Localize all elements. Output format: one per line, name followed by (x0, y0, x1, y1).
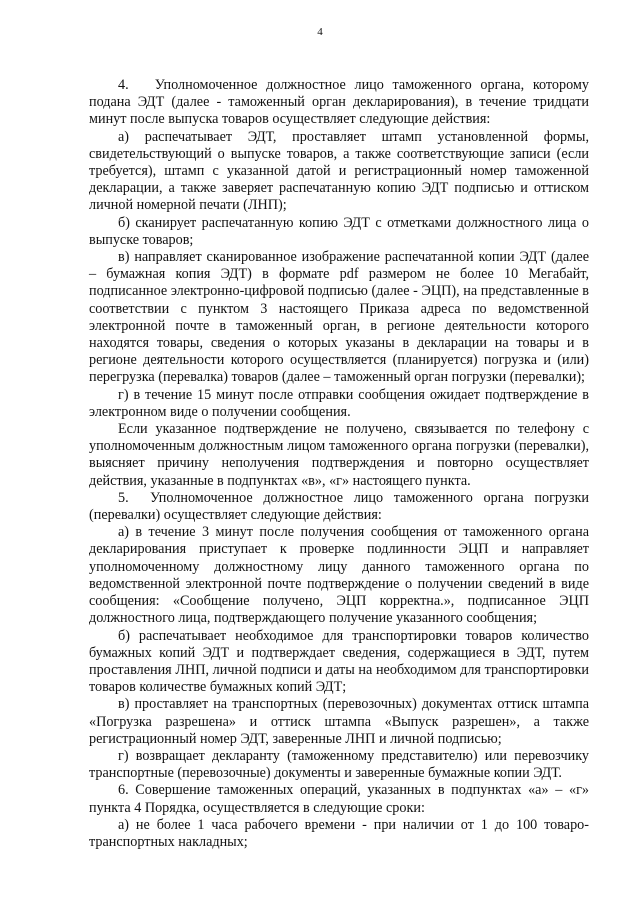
paragraph-5v: в) проставляет на транспортных (перевозочных) документах оттиск штампа «Погрузка разрешена» и оттиск штампа «Выпуск разрешен», а также регистрационный номер ЭДТ, заверенные ЛНП и личной подписью; (89, 696, 589, 747)
paragraph-5b: б) распечатывает необходимое для транспортировки товаров количество бумажных копий ЭДТ и подтверждает сведения, содержащиеся в ЭДТ, путем проставления ЛНП, личной подписи и даты на необходимом для транспортировки товаров количестве бумажных копий ЭДТ; (89, 627, 589, 696)
paragraph-6-intro: 6. Совершение таможенных операций, указанных в подпунктах «а» – «г» пункта 4 Порядка, осуществляется в следующие сроки: (89, 782, 589, 816)
paragraph-4v: в) направляет сканированное изображение распечатанной копии ЭДТ (далее – бумажная копия ЭДТ) в формате pdf размером не более 10 Мегабайт, подписанное электронно-цифровой подписью (далее - ЭЦП), на представленные в соответствии с пунктом 3 настоящего Приказа адреса по ведомственной электронной почте в таможенный орган, в регионе деятельности которого находятся товары, сведения о которых указаны в декларации на товары и в регионе деятельности которого осуществляется (планируется) погрузка и (или) перегрузка (перевалка) товаров (далее – таможенный орган погрузки (перевалки); (89, 249, 589, 386)
page-number: 4 (317, 26, 323, 38)
paragraph-5-intro: 5. Уполномоченное должностное лицо таможенного органа погрузки (перевалки) осуществляет следующие действия: (89, 489, 589, 524)
paragraph-5a: а) в течение 3 минут после получения сообщения от таможенного органа декларирования приступает к проверке подлинности ЭЦП и направляет уполномоченному должностному лицу данного таможенного органа по ведомственной электронной почте подтверждение о получении сведений в виде сообщения: «Сообщение получено, ЭЦП корректна.», подписанное ЭЦП должностного лица, подтверждающего получение указанного сообщения; (89, 524, 589, 627)
document-body (89, 77, 589, 851)
paragraph-4-intro: 4. Уполномоченное должностное лицо таможенного органа, которому подана ЭДТ (далее - таможенный орган декларирования), в течение тридцати минут после выпуска товаров осуществляет следующие действия: (89, 77, 589, 128)
paragraph-4g: г) в течение 15 минут после отправки сообщения ожидает подтверждение в электронном виде о получении сообщения. (89, 386, 589, 420)
paragraph-4a: а) распечатывает ЭДТ, проставляет штамп установленной формы, свидетельствующий о выпуске товаров, а также соответствующие записи (если требуется), штамп с указанной датой и регистрационный номер таможенной декларации, а также заверяет распечатанную копию ЭДТ подписью и оттиском личной номерной печати (ЛНП); (89, 128, 589, 214)
paragraph-4b: б) сканирует распечатанную копию ЭДТ с отметками должностного лица о выпуске товаров; (89, 214, 589, 248)
paragraph-5g: г) возвращает декларанту (таможенному представителю) или перевозчику транспортные (перевозочные) документы и заверенные бумажные копии ЭДТ. (89, 747, 589, 782)
paragraph-6a: а) не более 1 часа рабочего времени - при наличии от 1 до 100 товаро-транспортных накладных; (89, 816, 589, 850)
paragraph-4-note: Если указанное подтверждение не получено, связывается по телефону с уполномоченным должностным лицом таможенного органа погрузки (перевалки), выясняет причину неполучения подтверждения и повторно осуществляет действия, указанные в подпунктах «в», «г» настоящего пункта. (89, 421, 589, 489)
